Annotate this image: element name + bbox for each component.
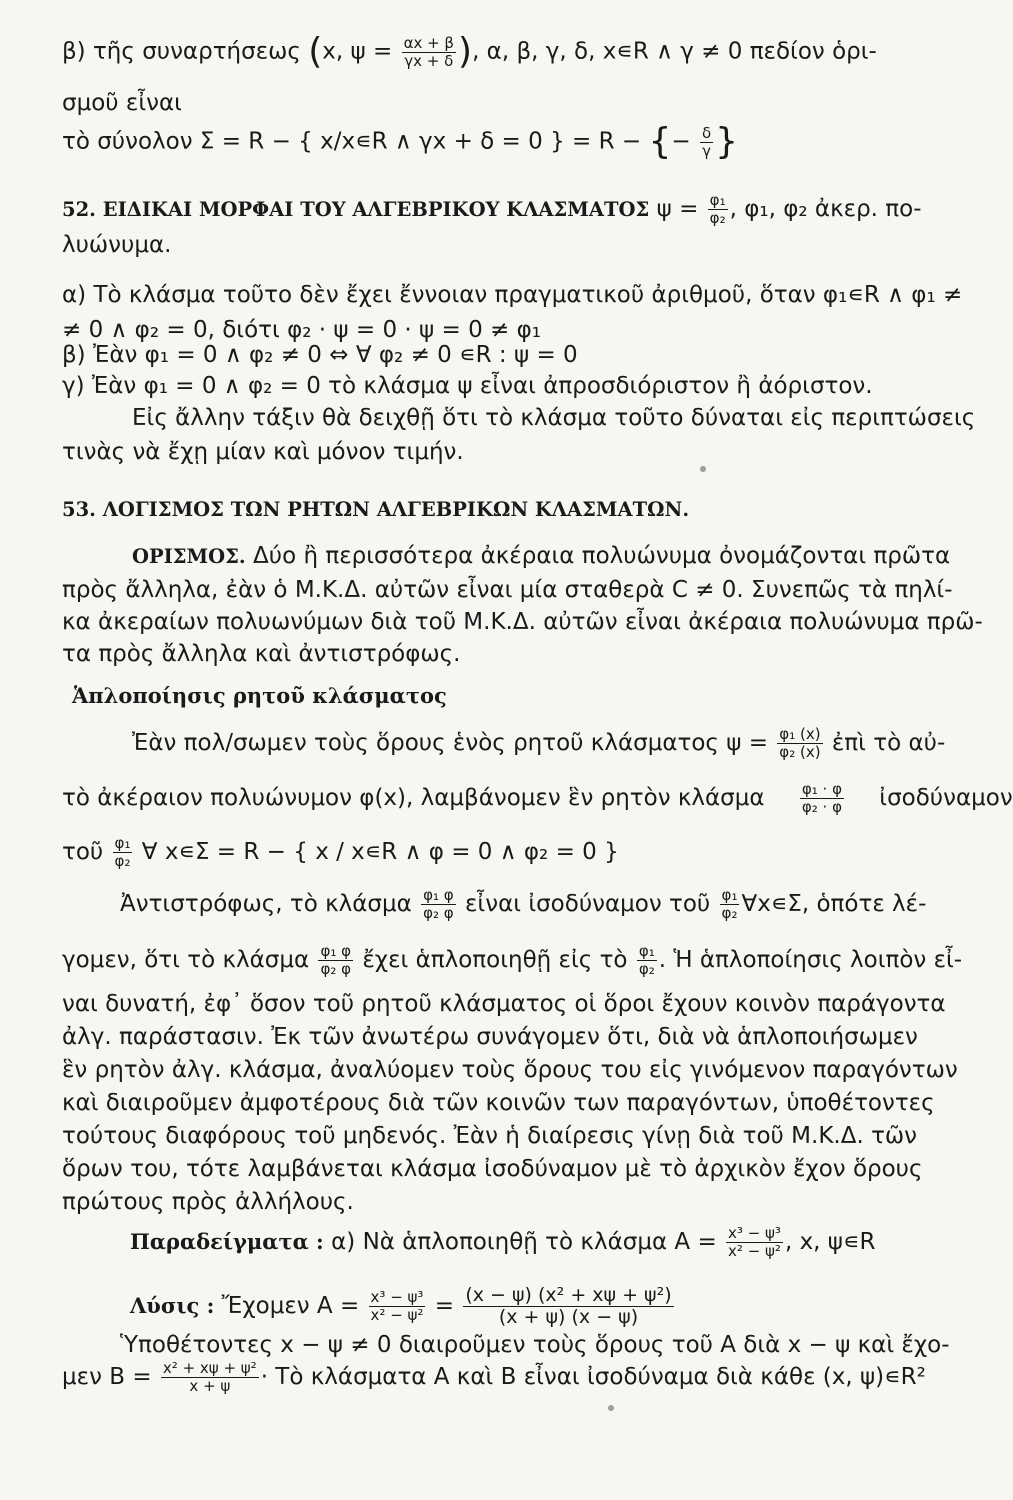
line-24: ἀλγ. παράστασιν. Ἐκ τῶν ἀνωτέρω συνάγομεν ὅτι, διὰ νὰ ἁπλοποιήσωμεν [62,1024,918,1050]
text: ἰσοδύναμον [879,785,1013,811]
text: α) Νὰ ἁπλοποιηθῇ τὸ κλάσμα A = [331,1229,717,1255]
brace: { [648,121,672,162]
section-title: 52. ΕΙΔΙΚΑΙ ΜΟΡΦΑΙ ΤΟΥ ΑΛΓΕΒΡΙΚΟΥ ΚΛΑΣΜΑΤΟΣ [62,198,650,221]
fraction: $\frac{\text{φ₁ (x)}}{\text{φ₂ (x)}}$ [779,725,821,761]
examples-label: Παραδείγματα : [130,1229,324,1254]
fraction: $\frac{\text{φ₁}}{\text{φ₂}}$ [721,886,738,922]
subheading-simplification: Ἁπλοποίησις ρητοῦ κλάσματος [72,683,447,708]
minus: − [671,128,691,155]
fraction: $\frac{\delta}{\gamma}$ [701,123,712,160]
text: ἐπὶ τὸ αὐ- [831,730,946,756]
line-16: τα πρὸς ἄλληλα καὶ ἀντιστρόφως. [62,641,461,667]
text: , φ₁, φ₂ ἀκερ. πο- [729,196,922,222]
text: τὸ σύνολον Σ = R − { x/x∊R ∧ γx + δ = 0 } = R − [62,128,642,155]
line-10: Εἰς ἄλλην τάξιν θὰ δειχθῇ ὅτι τὸ κλάσμα τοῦτο δύναται εἰς περιπτώσεις [132,405,976,431]
text: · Τὸ κλάσματα A καὶ B εἶναι ἰσοδύναμα διὰ κάθε (x, ψ)∊R² [260,1364,926,1390]
line-6: α) Τὸ κλάσμα τοῦτο δὲν ἔχει ἔννοιαν πραγματικοῦ ἀριθμοῦ, ὅταν φ₁∊R ∧ φ₁ ≠ [62,282,963,308]
line-2: σμοῦ εἶναι [62,90,182,116]
line-27: τούτους διαφόρους τοῦ μηδενός. Ἐὰν ἡ διαίρεσις γίνῃ διὰ τοῦ Μ.Κ.Δ. τῶν [62,1123,918,1149]
fraction: $\frac{\text{x² + xψ + ψ²}}{x + \psi}$ [162,1359,257,1395]
line-29: πρώτους πρὸς ἀλλήλους. [62,1189,354,1215]
text: = [434,1293,455,1319]
text: γομεν, ὅτι τὸ κλάσμα [62,947,310,973]
text: μεν B = [62,1364,152,1390]
line-28: ὅρων του, τότε λαμβάνεται κλάσμα ἰσοδύναμον μὲ τὸ ἀρχικὸν ἔχον ὅρους [62,1156,923,1182]
fraction: $\frac{\text{φ₁ · φ}}{\text{φ₂ · φ}}$ [801,780,842,816]
text: εἶναι ἰσοδύναμον τοῦ [465,891,711,917]
line-11: τινὰς νὰ ἔχῃ μίαν καὶ μόνον τιμήν. [62,439,464,465]
line-1 [62,31,933,72]
text: Ἐὰν πολ/σωμεν τοὺς ὅρους ἑνὸς ρητοῦ κλάσματος ψ = [132,730,768,756]
section-52-heading [62,193,933,226]
text: ψ = [656,196,699,222]
fraction: $\frac{\text{φ₁ φ}}{\text{φ₂ φ}}$ [423,886,454,922]
line-33 [62,1361,933,1394]
text: x, ψ = [322,38,393,65]
fraction: $\frac{\text{φ₁}}{\text{φ₂}}$ [114,834,131,870]
line-7: ≠ 0 ∧ φ₂ = 0, διότι φ₂ · ψ = 0 · ψ = 0 ≠ φ₁ [62,317,542,343]
line-9: γ) Ἐὰν φ₁ = 0 ∧ φ₂ = 0 τὸ κλάσμα ψ εἶναι ἀπροσδιόριστον ἢ ἀόριστον. [62,373,873,399]
line-21 [120,888,933,921]
text: τοῦ [62,839,104,865]
line-13 [132,541,951,572]
fraction: $\frac{\text{x³ − ψ³}}{\text{x² − ψ²}}$ [370,1288,424,1324]
paren: ) [458,31,473,72]
line-3 [62,121,933,162]
solution-label: Λύσις : [130,1293,215,1318]
text: τὸ ἀκέραιον πολυώνυμον φ(x), λαμβάνομεν ἓν ρητὸν κλάσμα [62,785,765,811]
text: β) τῆς συναρτήσεως [62,38,301,65]
line-25: ἓν ρητὸν ἀλγ. κλάσμα, ἀναλύομεν τοὺς ὅρους του εἰς γινόμενον παραγόντων [62,1057,958,1083]
line-18 [132,725,946,761]
fraction: $\frac{\text{(x − ψ) (x² + xψ + ψ²)}}{(x + \psi) (x - \psi)}$ [465,1284,672,1328]
fraction: $\frac{\alpha x + \beta}{\gamma x + \delta}$ [403,33,455,70]
text: Δύο ἢ περισσότερα ἀκέραια πολυώνυμα ὀνομάζονται πρῶτα [253,543,951,569]
text: . Ἡ ἁπλοποίησις λοιπὸν εἶ- [658,947,963,973]
text: Ἀντιστρόφως, τὸ κλάσμα [120,891,412,917]
text: ∀ x∊Σ = R − { x / x∊R ∧ φ = 0 ∧ φ₂ = 0 } [141,839,619,865]
line-22 [62,942,963,978]
text: ∀x∊Σ, ὁπότε λέ- [741,891,927,917]
line-26: καὶ διαιροῦμεν ἀμφοτέρους διὰ τῶν κοινῶν των παραγόντων, ὑποθέτοντες [62,1090,935,1116]
fraction: $\frac{\text{φ₁ φ}}{\text{φ₂ φ}}$ [320,942,352,978]
line-20 [62,836,933,869]
line-5: λυώνυμα. [62,232,172,258]
line-31 [130,1286,933,1327]
section-53-heading: 53. ΛΟΓΙΣΜΟΣ ΤΩΝ ΡΗΤΩΝ ΑΛΓΕΒΡΙΚΩΝ ΚΛΑΣΜΑΤΩΝ. [62,498,690,521]
line-19 [62,780,1013,816]
fraction: $\frac{\text{φ₁}}{\text{φ₂}}$ [638,942,655,978]
line-30 [130,1226,933,1259]
text: , x, ψ∊R [784,1229,876,1255]
text: ἔχει ἁπλοποιηθῇ εἰς τὸ [362,947,628,973]
ink-speck [608,1405,614,1411]
line-32: Ὑποθέτοντες x − ψ ≠ 0 διαιροῦμεν τοὺς ὅρους τοῦ A διὰ x − ψ καὶ ἔχο- [120,1332,950,1358]
line-8: β) Ἐὰν φ₁ = 0 ∧ φ₂ ≠ 0 ⇔ ∀ φ₂ ≠ 0 ∊R : ψ = 0 [62,342,578,368]
fraction: $\frac{\text{φ₁}}{\text{φ₂}}$ [709,191,726,227]
line-23: ναι δυνατή, ἐφ᾽ ὅσον τοῦ ρητοῦ κλάσματος οἱ ὅροι ἔχουν κοινὸν παράγοντα [62,991,946,1017]
paren: ( [308,31,323,72]
line-15: κα ἀκεραίων πολυωνύμων διὰ τοῦ Μ.Κ.Δ. αὐτῶν εἶναι ἀκέραια πολυώνυμα πρῶ- [62,609,983,635]
line-14: πρὸς ἄλληλα, ἐὰν ὁ Μ.Κ.Δ. αὐτῶν εἶναι μία σταθερὰ C ≠ 0. Συνεπῶς τὰ πηλί- [62,577,953,603]
text: , α, β, γ, δ, x∊R ∧ γ ≠ 0 πεδίον ὁρι- [472,38,877,65]
text: Ἔχομεν A = [221,1293,360,1319]
ink-speck [700,466,706,472]
definition-label: ΟΡΙΣΜΟΣ. [132,545,246,568]
brace: } [715,121,739,162]
fraction: $\frac{\text{x³ − ψ³}}{\text{x² − ψ²}}$ [728,1224,781,1260]
